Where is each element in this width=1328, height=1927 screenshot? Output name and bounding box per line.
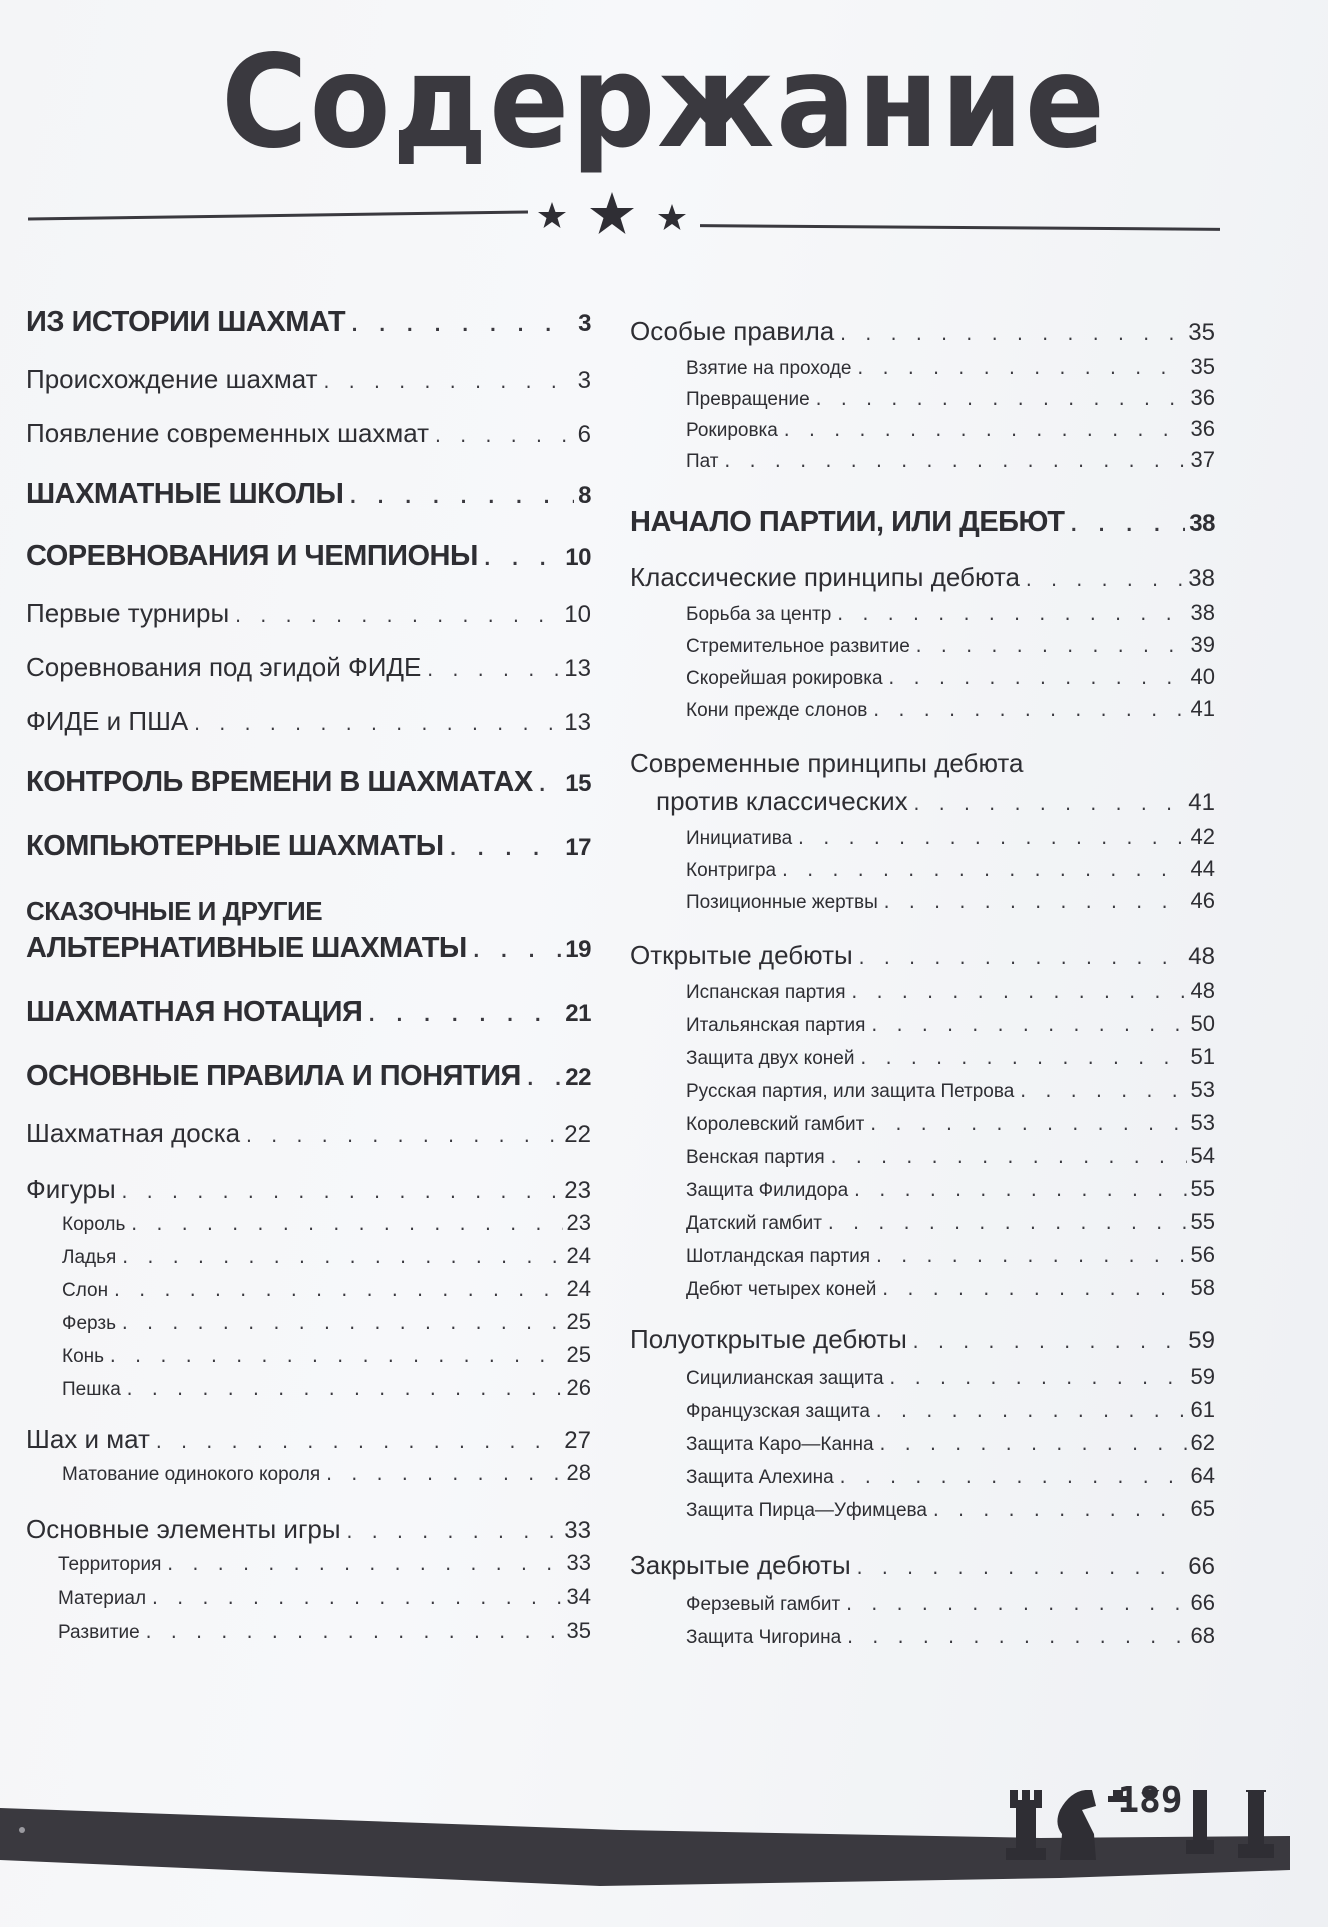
toc-entry[interactable]: против классических . . . 41 (656, 786, 1215, 817)
toc-subentry[interactable]: Контригра . . . 44 (686, 856, 1215, 882)
knight-icon (1057, 1790, 1096, 1860)
toc-subentry[interactable]: Сицилианская защита . . . 59 (686, 1364, 1215, 1390)
toc-subentry[interactable]: Кони прежде слонов . . . 41 (686, 696, 1215, 722)
toc-subentry[interactable]: Русская партия, или защита Петрова . . . 53 (686, 1077, 1215, 1103)
toc-subentry[interactable]: Территория . . . 33 (58, 1550, 591, 1576)
toc-subentry[interactable]: Итальянская партия . . . 50 (686, 1011, 1215, 1037)
toc-subentry[interactable]: Защита Каро—Канна . . . 62 (686, 1430, 1215, 1456)
toc-entry[interactable]: АЛЬТЕРНАТИВНЫЕ ШАХМАТЫ . . . 19 (26, 932, 591, 965)
toc-subentry[interactable]: Инициатива . . . 42 (686, 824, 1215, 850)
page-number: 189 (1117, 1780, 1183, 1821)
toc-subentry[interactable]: Матование одинокого короля . . . 28 (62, 1460, 591, 1486)
toc-subentry[interactable]: Защита Филидора . . . 55 (686, 1176, 1215, 1202)
toc-subentry[interactable]: Защита Алехина . . . 64 (686, 1463, 1215, 1489)
toc-entry[interactable]: Шах и мат . . . 27 (26, 1424, 591, 1455)
toc-entry[interactable]: НАЧАЛО ПАРТИИ, ИЛИ ДЕБЮТ . . . 38 (630, 506, 1215, 539)
toc-subentry[interactable]: Защита двух коней . . . 51 (686, 1044, 1215, 1070)
toc-subentry[interactable]: Ферзь . . . 25 (62, 1309, 591, 1335)
toc-entry[interactable]: Первые турниры . . . 10 (26, 598, 591, 629)
title-rule-right (700, 224, 1220, 231)
toc-entry[interactable]: Шахматная доска . . . 22 (26, 1118, 591, 1149)
rook-icon (1006, 1790, 1046, 1860)
toc-entry[interactable]: Фигуры . . . 23 (26, 1174, 591, 1205)
toc-subentry[interactable]: Взятие на проходе . . . 35 (686, 354, 1215, 380)
toc-entry[interactable]: ОСНОВНЫЕ ПРАВИЛА И ПОНЯТИЯ . . . 22 (26, 1060, 591, 1093)
toc-entry[interactable]: Происхождение шахмат . . . 3 (26, 364, 591, 395)
toc-entry[interactable]: Соревнования под эгидой ФИДЕ . . . 13 (26, 652, 591, 683)
toc-subentry[interactable]: Скорейшая рокировка . . . 40 (686, 664, 1215, 690)
toc-subentry[interactable]: Развитие . . . 35 (58, 1618, 591, 1644)
toc-subentry[interactable]: Французская защита . . . 61 (686, 1397, 1215, 1423)
toc-subentry[interactable]: Датский гамбит . . . 55 (686, 1209, 1215, 1235)
toc-entry[interactable]: Особые правила . . . 35 (630, 316, 1215, 347)
stars-ornament (532, 188, 692, 248)
toc-subentry[interactable]: Шотландская партия . . . 56 (686, 1242, 1215, 1268)
toc-subentry[interactable]: Ферзевый гамбит . . . 66 (686, 1590, 1215, 1616)
toc-subentry[interactable]: Материал . . . 34 (58, 1584, 591, 1610)
page-title: Содержание (221, 28, 1107, 177)
toc-subentry[interactable]: Венская партия . . . 54 (686, 1143, 1215, 1169)
toc-entry[interactable]: Закрытые дебюты . . . 66 (630, 1550, 1215, 1581)
toc-subentry[interactable]: Пат . . . 37 (686, 447, 1215, 473)
footer-ribbon (0, 1808, 1290, 1886)
toc-subentry[interactable]: Слон . . . 24 (62, 1276, 591, 1302)
toc-subentry[interactable]: Позиционные жертвы . . . 46 (686, 888, 1215, 914)
toc-subentry[interactable]: Пешка . . . 26 (62, 1375, 591, 1401)
toc-entry[interactable]: Основные элементы игры . . . 33 (26, 1514, 591, 1545)
toc-entry[interactable]: ИЗ ИСТОРИИ ШАХМАТ . . . 3 (26, 306, 591, 339)
toc-subentry[interactable]: Стремительное развитие . . . 39 (686, 632, 1215, 658)
toc-subentry[interactable]: Королевский гамбит . . . 53 (686, 1110, 1215, 1136)
toc-entry[interactable]: Открытые дебюты . . . 48 (630, 940, 1215, 971)
king-icon (1238, 1790, 1274, 1858)
toc-entry[interactable]: КОНТРОЛЬ ВРЕМЕНИ В ШАХМАТАХ . . . 15 (26, 766, 591, 799)
toc-entry[interactable]: Классические принципы дебюта . . . 38 (630, 562, 1215, 593)
toc-entry-line1[interactable]: СКАЗОЧНЫЕ И ДРУГИЕ (26, 896, 323, 926)
toc-entry[interactable]: ФИДЕ и ПША . . . 13 (26, 706, 591, 737)
toc-subentry[interactable]: Борьба за центр . . . 38 (686, 600, 1215, 626)
rivet-icon (19, 1827, 25, 1833)
toc-entry[interactable]: Полуоткрытые дебюты . . . 59 (630, 1324, 1215, 1355)
toc-entry[interactable]: СОРЕВНОВАНИЯ И ЧЕМПИОНЫ . . . 10 (26, 540, 591, 573)
toc-subentry[interactable]: Превращение . . . 36 (686, 385, 1215, 411)
toc-subentry[interactable]: Испанская партия . . . 48 (686, 978, 1215, 1004)
star-icon (538, 202, 566, 228)
toc-entry[interactable]: КОМПЬЮТЕРНЫЕ ШАХМАТЫ . . . 17 (26, 830, 591, 863)
star-icon (658, 204, 686, 230)
toc-subentry[interactable]: Конь . . . 25 (62, 1342, 591, 1368)
toc-subentry[interactable]: Ладья . . . 24 (62, 1243, 591, 1269)
title-rule-left (28, 211, 528, 221)
toc-subentry[interactable]: Дебют четырех коней . . . 58 (686, 1275, 1215, 1301)
star-icon (590, 192, 634, 234)
toc-entry[interactable]: Появление современных шахмат . . . 6 (26, 418, 591, 449)
toc-entry[interactable]: ШАХМАТНЫЕ ШКОЛЫ . . . 8 (26, 478, 591, 511)
toc-entry[interactable]: ШАХМАТНАЯ НОТАЦИЯ . . . 21 (26, 996, 591, 1029)
toc-entry-line1[interactable]: Современные принципы дебюта (630, 748, 1024, 778)
toc-subentry[interactable]: Король . . . 23 (62, 1210, 591, 1236)
toc-subentry[interactable]: Защита Пирца—Уфимцева . . . 65 (686, 1496, 1215, 1522)
toc-subentry[interactable]: Рокировка . . . 36 (686, 416, 1215, 442)
toc-subentry[interactable]: Защита Чигорина . . . 68 (686, 1623, 1215, 1649)
